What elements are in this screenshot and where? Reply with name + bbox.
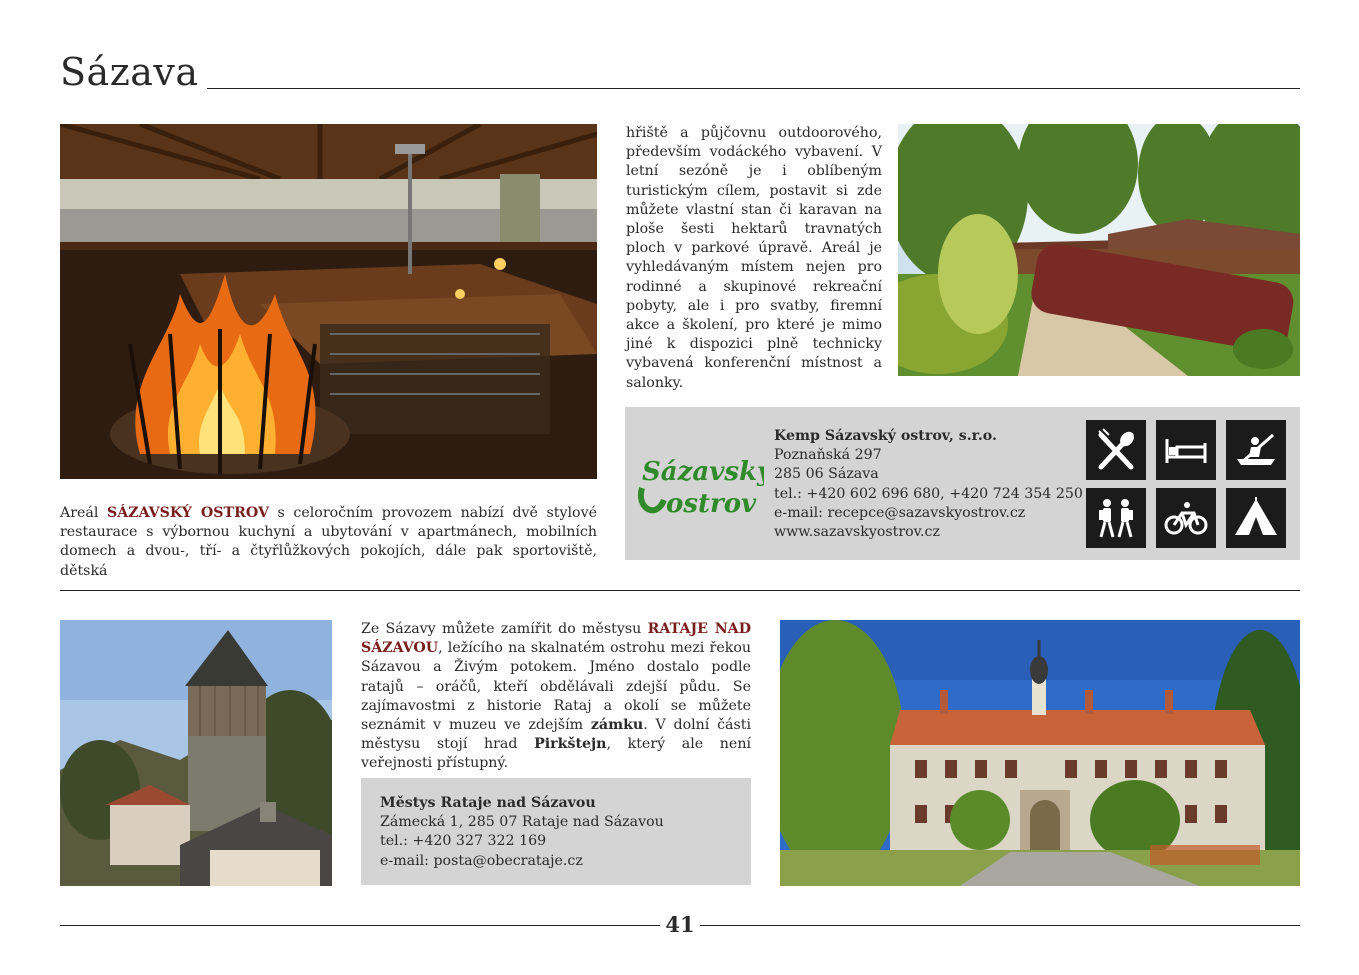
title-rule — [207, 88, 1300, 89]
rataje-p4: , který ale není veřejnosti přístupný. — [361, 736, 751, 772]
contact-phone: tel.: +420 602 696 680, +420 724 354 250 — [774, 485, 1083, 502]
contact-city: 285 06 Sázava — [774, 466, 879, 483]
bed-icon — [1156, 420, 1216, 480]
rataje-contact-name: Městys Rataje nad Sázavou — [380, 795, 596, 811]
contact-email[interactable]: e-mail: recepce@sazavskyostrov.cz — [774, 504, 1026, 521]
footer-rule-left — [60, 925, 660, 926]
rataje-contact-phone: tel.: +420 327 322 169 — [380, 833, 547, 850]
photo-rataje-chateau — [780, 620, 1300, 886]
restaurant-icon — [1086, 420, 1146, 480]
page-number: 41 — [665, 912, 695, 937]
canoe-icon — [1226, 420, 1286, 480]
sazavsky-ostrov-logo — [636, 448, 764, 524]
sazava-contact — [774, 427, 1083, 542]
rataje-contact-address: Zámecká 1, 285 07 Rataje nad Sázavou — [380, 814, 664, 831]
bicycle-icon — [1156, 488, 1216, 548]
sazavsky-ostrov-name: SÁZAVSKÝ OSTROV — [107, 505, 269, 521]
rataje-text — [361, 620, 751, 774]
rataje-contact — [380, 794, 664, 871]
rataje-p2: , ležícího na skalnatém ostrohu mezi řekou Sázavou a Živým potokem. Jméno dostalo podle ratajů – oráčů, kteří obdělávali zdejší půdu. Se zajímavostmi z historie Rataj a okolí se můžete seznámit v muzeu ve zdejším — [361, 640, 751, 734]
contact-street: Poznaňská 297 — [774, 447, 882, 464]
intro-lead: Areál — [60, 505, 107, 521]
zamek-word: zámku — [590, 717, 644, 734]
rataje-name: RATAJE NAD SÁZAVOU — [361, 621, 751, 657]
hiking-icon — [1086, 488, 1146, 548]
sazava-intro-text — [60, 504, 597, 581]
svg-text:Sázavský: Sázavský — [642, 457, 764, 487]
rataje-p1: Ze Sázavy můžete zamířit do městysu — [361, 621, 648, 637]
rataje-contact-email[interactable]: e-mail: posta@obecrataje.cz — [380, 852, 583, 869]
pirkstejn-word: Pirkštejn — [534, 736, 607, 753]
photo-pirkstejn-castle — [60, 620, 332, 886]
section-divider — [60, 590, 1300, 591]
photo-gazebo-fire — [60, 124, 597, 479]
rataje-p3: . V dolní části městysu stojí hrad — [361, 717, 752, 753]
footer-rule-right — [700, 925, 1300, 926]
page-title: Sázava — [60, 50, 199, 94]
photo-park-pavilion — [898, 124, 1300, 376]
svg-text:ostrov: ostrov — [666, 489, 757, 519]
tent-icon — [1226, 488, 1286, 548]
intro-rest: s celoročním provozem nabízí dvě stylové restaurace s výbornou kuchyní a ubytování v apartmánech, mobilních domech a dvou-, tří- a čtyřlůžkových pokojích, dále pak sportoviště, dětská — [60, 505, 597, 579]
contact-web[interactable]: www.sazavskyostrov.cz — [774, 524, 940, 541]
sazava-continuation-text: hřiště a půjčovnu outdoorového, především vodáckého vybavení. V letní sezóně je i oblíbeným turistickým cílem, postavit si zde můžete vlastní stan či karavan na ploše šesti hektarů travnatých ploch v parkové úpravě. Areál je vyhledávaným místem nejen pro rodinné a skupinové rekreační pobyty, ale i pro svatby, firemní akce a školení, pro které je mimo jiné k dispozici plně technicky vybavená konferenční místnost a salonky. — [626, 125, 882, 391]
contact-name: Kemp Sázavský ostrov, s.r.o. — [774, 428, 997, 444]
